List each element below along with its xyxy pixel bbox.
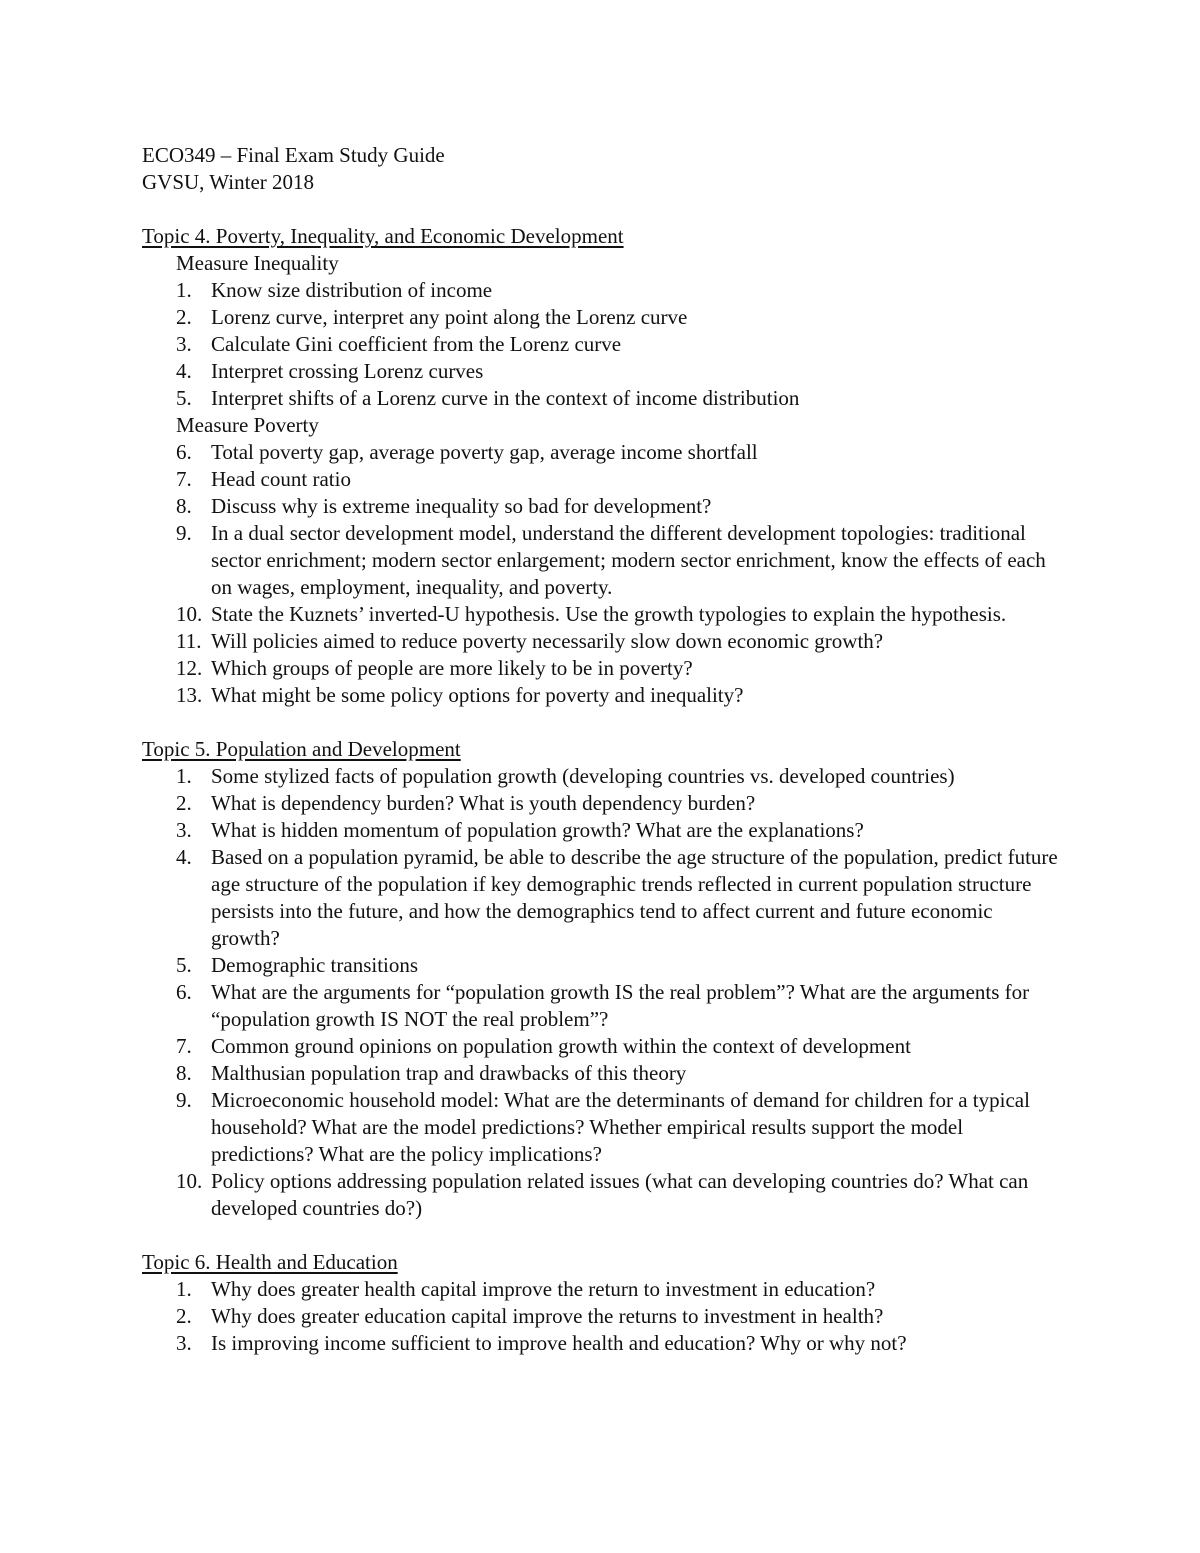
item-number: 11. <box>176 629 202 653</box>
list-item <box>142 1276 1062 1303</box>
list-item <box>142 1330 1062 1357</box>
item-number: 4. <box>176 845 192 869</box>
item-number: 3. <box>176 818 192 842</box>
item-text: Demographic transitions <box>211 953 419 977</box>
item-text: Why does greater education capital improve the returns to investment in health? <box>211 1304 884 1328</box>
item-text: Which groups of people are more likely to be in poverty? <box>211 656 693 680</box>
list-item <box>142 520 1062 601</box>
topic-6-title: Topic 6. Health and Education <box>142 1250 398 1274</box>
item-text: Why does greater health capital improve the return to investment in education? <box>211 1277 876 1301</box>
list-item <box>142 628 1062 655</box>
item-number: 7. <box>176 1034 192 1058</box>
list-item <box>142 466 1062 493</box>
list-item <box>142 1303 1062 1330</box>
item-text: Lorenz curve, interpret any point along the Lorenz curve <box>211 305 688 329</box>
item-number: 5. <box>176 386 192 410</box>
list-item <box>142 1033 1062 1060</box>
document-subtitle: GVSU, Winter 2018 <box>142 170 315 194</box>
item-number: 13. <box>176 683 203 707</box>
list-item <box>142 277 1062 304</box>
item-number: 7. <box>176 467 192 491</box>
topic-5-title: Topic 5. Population and Development <box>142 737 461 761</box>
topic-6-list <box>142 1276 1062 1357</box>
item-number: 2. <box>176 791 192 815</box>
item-text: What are the arguments for “population growth IS the real problem”? What are the arguments for “population growth IS NOT the real problem”? <box>211 980 1030 1031</box>
item-text: Will policies aimed to reduce poverty necessarily slow down economic growth? <box>211 629 884 653</box>
item-number: 10. <box>176 602 203 626</box>
item-number: 8. <box>176 1061 192 1085</box>
item-text: Head count ratio <box>211 467 351 491</box>
spacer <box>142 196 1062 223</box>
list-item <box>142 979 1062 1033</box>
item-number: 8. <box>176 494 192 518</box>
item-number: 2. <box>176 1304 192 1328</box>
list-item <box>142 682 1062 709</box>
item-text: What might be some policy options for poverty and inequality? <box>211 683 744 707</box>
topic-4-title: Topic 4. Poverty, Inequality, and Economic Development <box>142 224 624 248</box>
item-text: Discuss why is extreme inequality so bad for development? <box>211 494 712 518</box>
item-number: 6. <box>176 440 192 464</box>
list-item <box>142 1087 1062 1168</box>
item-text: Know size distribution of income <box>211 278 493 302</box>
item-number: 1. <box>176 764 192 788</box>
list-item <box>142 817 1062 844</box>
study-guide-page <box>142 142 1062 1357</box>
list-item <box>142 601 1062 628</box>
item-number: 6. <box>176 980 192 1004</box>
topic-5-section <box>142 736 1062 1222</box>
topic-6-section <box>142 1249 1062 1357</box>
item-number: 12. <box>176 656 203 680</box>
list-item <box>142 790 1062 817</box>
spacer <box>142 1222 1062 1249</box>
spacer <box>142 709 1062 736</box>
item-number: 1. <box>176 1277 192 1301</box>
topic-4-section <box>142 223 1062 709</box>
subheading-measure-inequality: Measure Inequality <box>176 251 339 275</box>
item-text: Total poverty gap, average poverty gap, average income shortfall <box>211 440 758 464</box>
item-number: 10. <box>176 1169 203 1193</box>
item-text: Microeconomic household model: What are the determinants of demand for children for a typical household? What are the model predictions? Whether empirical results support the model predictions? What are the policy implications? <box>211 1088 1030 1166</box>
item-text: Malthusian population trap and drawbacks of this theory <box>211 1061 687 1085</box>
item-number: 4. <box>176 359 192 383</box>
item-text: In a dual sector development model, understand the different development topologies: traditional sector enrichment; modern sector enlargement; modern sector enrichment, know the effects of each on wages, employment, inequality, and poverty. <box>211 521 1046 599</box>
item-text: State the Kuznets’ inverted-U hypothesis. Use the growth typologies to explain the hypothesis. <box>211 602 1007 626</box>
item-number: 3. <box>176 1331 192 1355</box>
item-text: Interpret crossing Lorenz curves <box>211 359 484 383</box>
list-item <box>142 655 1062 682</box>
item-text: Based on a population pyramid, be able to describe the age structure of the population, predict future age structure of the population if key demographic trends reflected in current population structure persists into the future, and how the demographics tend to affect current and future economic growth? <box>211 845 1058 950</box>
item-text: Interpret shifts of a Lorenz curve in the context of income distribution <box>211 386 800 410</box>
list-item <box>142 844 1062 952</box>
document-title: ECO349 – Final Exam Study Guide <box>142 143 445 167</box>
item-number: 5. <box>176 953 192 977</box>
item-text: Calculate Gini coefficient from the Lorenz curve <box>211 332 622 356</box>
list-item <box>142 358 1062 385</box>
item-number: 1. <box>176 278 192 302</box>
topic-5-list <box>142 763 1062 1222</box>
item-text: What is hidden momentum of population growth? What are the explanations? <box>211 818 864 842</box>
list-item <box>142 1060 1062 1087</box>
list-item <box>142 952 1062 979</box>
list-item <box>142 385 1062 412</box>
item-number: 9. <box>176 521 192 545</box>
item-text: What is dependency burden? What is youth dependency burden? <box>211 791 756 815</box>
list-item <box>142 493 1062 520</box>
list-item <box>142 763 1062 790</box>
item-text: Common ground opinions on population growth within the context of development <box>211 1034 911 1058</box>
topic-4-poverty-list <box>142 439 1062 709</box>
list-item <box>142 439 1062 466</box>
list-item <box>142 1168 1062 1222</box>
subheading-measure-poverty: Measure Poverty <box>176 413 319 437</box>
item-text: Is improving income sufficient to improve health and education? Why or why not? <box>211 1331 907 1355</box>
item-number: 9. <box>176 1088 192 1112</box>
list-item <box>142 304 1062 331</box>
item-text: Some stylized facts of population growth (developing countries vs. developed countries) <box>211 764 955 788</box>
topic-4-inequality-list <box>142 277 1062 412</box>
list-item <box>142 331 1062 358</box>
item-number: 3. <box>176 332 192 356</box>
item-number: 2. <box>176 305 192 329</box>
item-text: Policy options addressing population related issues (what can developing countries do? What can developed countries do?) <box>211 1169 1029 1220</box>
